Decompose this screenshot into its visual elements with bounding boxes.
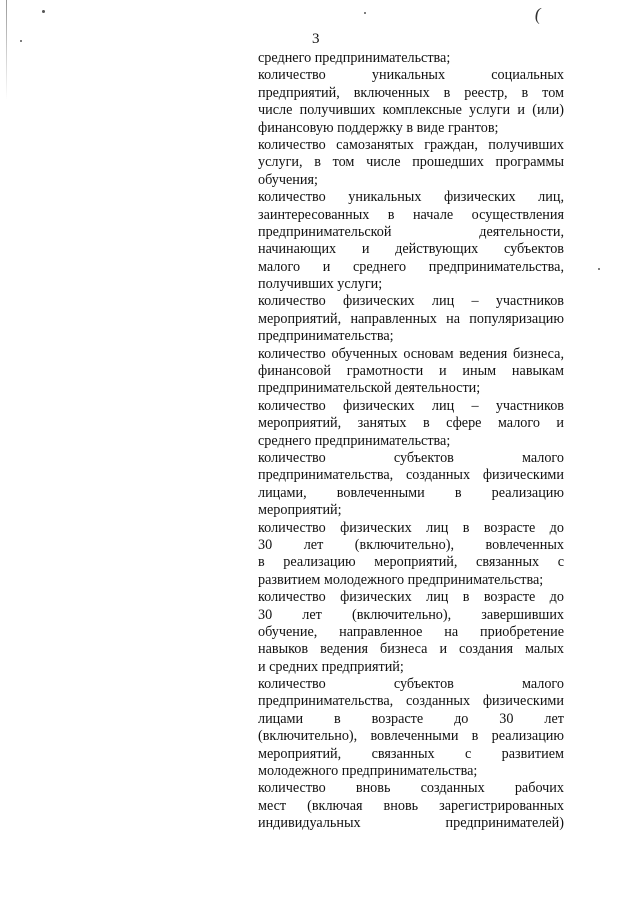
text-line: предпринимательской деятельности; <box>258 380 481 397</box>
scan-speck <box>598 268 600 270</box>
text-line: количество обученных основам ведения бизнеса, <box>258 345 564 362</box>
text-line: услуги, в том числе прошедших программы <box>258 154 564 171</box>
text-line: мероприятий; <box>258 502 342 519</box>
text-line: предпринимательства, созданных физическими <box>258 693 564 710</box>
text-line: количество физических лиц – участников <box>258 397 564 414</box>
text-line: среднего предпринимательства; <box>258 50 451 66</box>
text-line: предпринимательства; <box>258 328 394 345</box>
document-body <box>258 50 564 833</box>
text-line: лицами, вовлеченными в реализацию <box>258 484 564 501</box>
text-line: обучение, направленное на приобретение <box>258 623 564 640</box>
scan-margin-line <box>6 0 7 100</box>
text-line: количество субъектов малого <box>258 449 564 466</box>
text-line: навыков ведения бизнеса и создания малых <box>258 641 564 658</box>
text-line: количество физических лиц в возрасте до <box>258 519 564 536</box>
scan-speck <box>42 10 45 13</box>
text-line: 30 лет (включительно), вовлеченных <box>258 536 564 553</box>
text-line: количество вновь созданных рабочих <box>258 780 564 797</box>
text-line: мероприятий, направленных на популяризацию <box>258 310 564 327</box>
scan-speck <box>20 40 22 42</box>
text-line: развитием молодежного предпринимательства; <box>258 571 544 588</box>
text-line: молодежного предпринимательства; <box>258 763 478 780</box>
handwritten-mark: ( <box>533 3 543 25</box>
text-line: предпринимательской деятельности, <box>258 223 564 240</box>
text-line: в реализацию мероприятий, связанных с <box>258 554 564 571</box>
page-number: 3 <box>312 31 320 47</box>
text-line: заинтересованных в начале осуществления <box>258 206 564 223</box>
text-line: финансовой грамотности и иным навыкам <box>258 363 564 380</box>
text-line: начинающих и действующих субъектов <box>258 241 564 258</box>
text-line: количество уникальных физических лиц, <box>258 189 564 206</box>
text-line: предпринимательства, созданных физическими <box>258 467 564 484</box>
text-line: числе получивших комплексные услуги и (или) <box>258 102 564 119</box>
text-line: количество уникальных социальных <box>258 67 564 84</box>
text-line: мероприятий, связанных с развитием <box>258 745 564 762</box>
text-line: лицами в возрасте до 30 лет <box>258 710 564 727</box>
text-line: (включительно), вовлеченными в реализацию <box>258 728 564 745</box>
text-line: и средних предприятий; <box>258 658 404 675</box>
text-line: количество физических лиц в возрасте до <box>258 589 564 606</box>
text-line: количество физических лиц – участников <box>258 293 564 310</box>
text-line: мест (включая вновь зарегистрированных <box>258 797 564 814</box>
text-line: мероприятий, занятых в сфере малого и <box>258 415 564 432</box>
text-line: получивших услуги; <box>258 276 383 293</box>
text-line: обучения; <box>258 171 318 188</box>
scan-speck <box>364 12 366 14</box>
text-line: количество субъектов малого <box>258 676 564 693</box>
text-line: индивидуальных предпринимателей) <box>258 815 564 832</box>
text-line: 30 лет (включительно), завершивших <box>258 606 564 623</box>
text-line: среднего предпринимательства; <box>258 432 451 449</box>
text-line: финансовую поддержку в виде грантов; <box>258 119 499 136</box>
text-line: малого и среднего предпринимательства, <box>258 258 564 275</box>
text-line: количество самозанятых граждан, получивших <box>258 136 564 153</box>
text-line: предприятий, включенных в реестр, в том <box>258 84 564 101</box>
